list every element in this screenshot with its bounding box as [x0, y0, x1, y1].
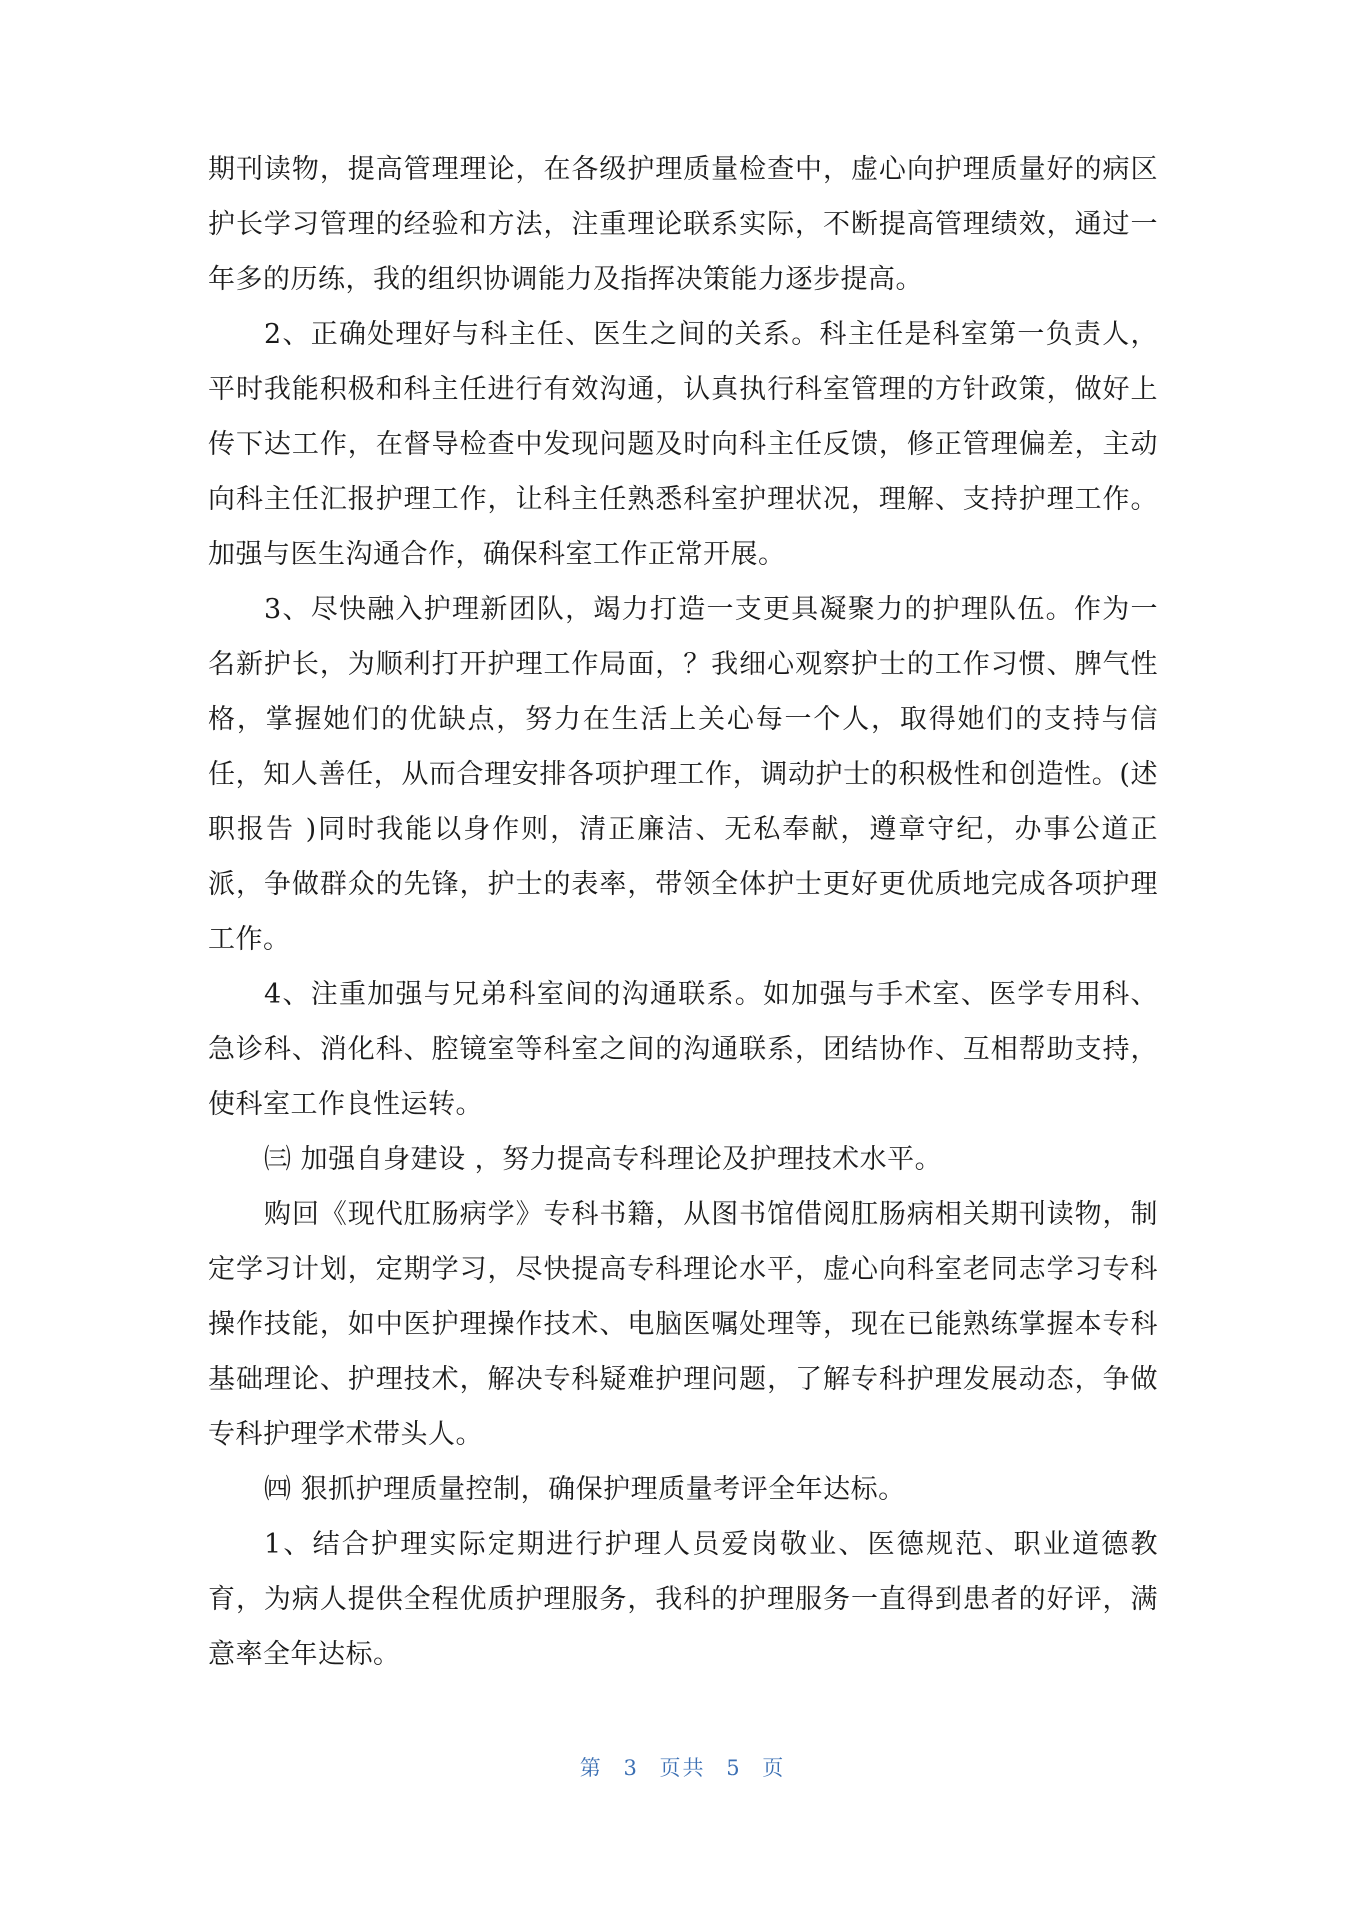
paragraph-4: 4、注重加强与兄弟科室间的沟通联系。如加强与手术室、医学专用科、急诊科、消化科、腔镜室等科室之间的沟通联系，团结协作、互相帮助支持，使科室工作良性运转。	[208, 979, 1158, 1120]
page-footer	[0, 1752, 1365, 1782]
section-heading-3: ㈢ 加强自身建设 ，努力提高专科理论及护理技术水平。	[264, 1144, 943, 1175]
paragraph-2: 2、正确处理好与科主任、医生之间的关系。科主任是科室第一负责人，平时我能积极和科主任进行有效沟通，认真执行科室管理的方针政策，做好上传下达工作，在督导检查中发现问题及时向科主任反馈，修正管理偏差，主动向科主任汇报护理工作，让科主任熟悉科室护理状况，理解、支持护理工作。加强与医生沟通合作，确保科室工作正常开展。	[208, 319, 1158, 570]
total-pages-number: 5	[726, 1756, 742, 1780]
section-heading-4: ㈣ 狠抓护理质量控制，确保护理质量考评全年达标。	[264, 1474, 906, 1505]
current-page-number: 3	[623, 1756, 639, 1780]
page-prefix: 第	[579, 1756, 603, 1780]
paragraph-3: 3、尽快融入护理新团队，竭力打造一支更具凝聚力的护理队伍。作为一名新护长，为顺利打开护理工作局面，？我细心观察护士的工作习惯、脾气性格，掌握她们的优缺点，努力在生活上关心每一个人，取得她们的支持与信任，知人善任，从而合理安排各项护理工作，调动护士的积极性和创造性。(述职报告 )同时我能以身作则，清正廉洁、无私奉献，遵章守纪，办事公道正派，争做群众的先锋，护士的表率，带领全体护士更好更优质地完成各项护理工作。	[208, 594, 1158, 955]
page-suffix: 页	[762, 1756, 786, 1780]
document-body	[208, 142, 1158, 1682]
page-middle: 页共	[659, 1756, 706, 1780]
paragraph-1: 期刊读物，提高管理理论，在各级护理质量检查中，虚心向护理质量好的病区护长学习管理的经验和方法，注重理论联系实际，不断提高管理绩效，通过一年多的历练，我的组织协调能力及指挥决策能力逐步提高。	[208, 154, 1158, 295]
paragraph-6: 1、结合护理实际定期进行护理人员爱岗敬业、医德规范、职业道德教育，为病人提供全程优质护理服务，我科的护理服务一直得到患者的好评，满意率全年达标。	[208, 1529, 1158, 1670]
paragraph-5: 购回《现代肛肠病学》专科书籍，从图书馆借阅肛肠病相关期刊读物，制定学习计划，定期学习，尽快提高专科理论水平，虚心向科室老同志学习专科操作技能，如中医护理操作技术、电脑医嘱处理等，现在已能熟练掌握本专科基础理论、护理技术，解决专科疑难护理问题，了解专科护理发展动态，争做专科护理学术带头人。	[208, 1199, 1158, 1450]
